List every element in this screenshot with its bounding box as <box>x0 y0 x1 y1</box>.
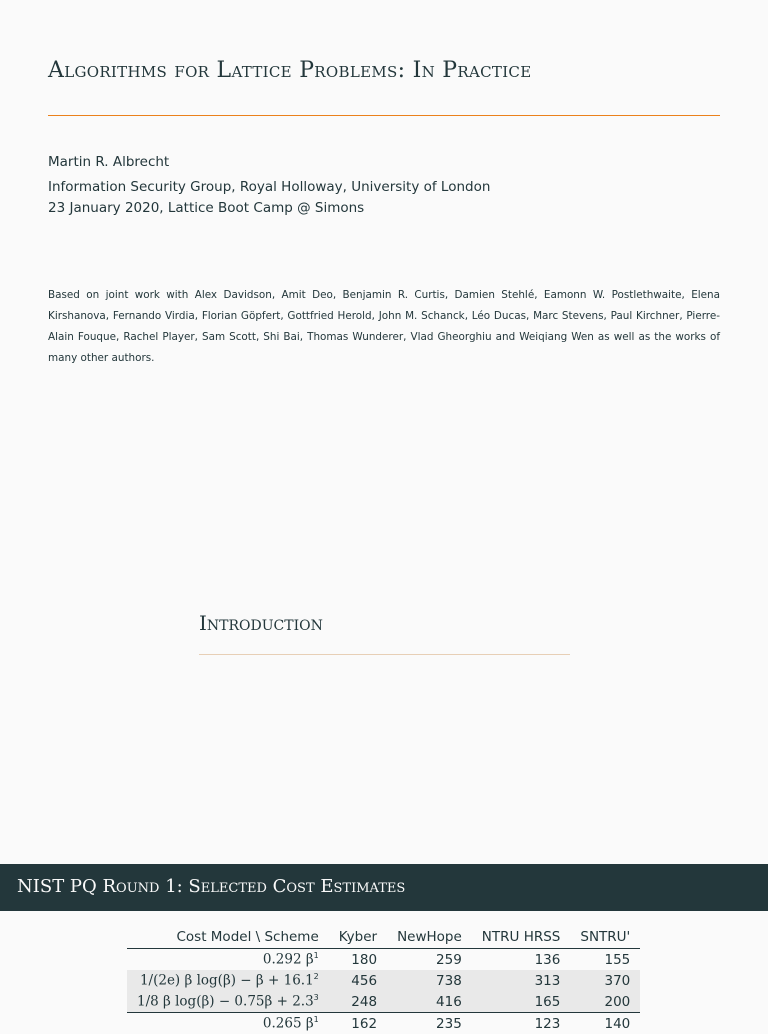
section-title: Introduction <box>199 611 323 635</box>
footnote-marker: 1 <box>314 951 319 960</box>
presentation-title: Algorithms for Lattice Problems: In Practice <box>48 58 531 83</box>
table-row <box>127 1013 640 1034</box>
header-newhope: NewHope <box>387 926 472 949</box>
table-cell: 200 <box>570 991 640 1013</box>
title-divider <box>48 115 720 116</box>
table-cell: 313 <box>472 970 571 991</box>
table-cell: 140 <box>570 1013 640 1034</box>
table-row <box>127 991 640 1013</box>
table-cell: 235 <box>387 1013 472 1034</box>
table-cell: 738 <box>387 970 472 991</box>
cost-model-label: 0.292 β <box>263 952 314 968</box>
table-cell: 155 <box>570 949 640 971</box>
table-row <box>127 949 640 971</box>
header-cost-model: Cost Model \ Scheme <box>127 926 329 949</box>
table-cell: 123 <box>472 1013 571 1034</box>
frame-header <box>0 864 768 911</box>
header-ntru-hrss: NTRU HRSS <box>472 926 571 949</box>
table-cell: 162 <box>329 1013 387 1034</box>
table-header-row <box>127 926 640 949</box>
footnote-marker: 1 <box>314 1015 319 1024</box>
author-institution: Information Security Group, Royal Holloway, University of London <box>48 179 490 195</box>
table-cell: 259 <box>387 949 472 971</box>
table-cell: 248 <box>329 991 387 1013</box>
frame-title: NIST PQ Round 1: Selected Cost Estimates <box>17 876 405 897</box>
table-cell: 136 <box>472 949 571 971</box>
acknowledgement-text: Based on joint work with Alex Davidson, Amit Deo, Benjamin R. Curtis, Damien Stehlé, Eamonn W. Postlethwaite, Elena Kirshanova, Fernando Virdia, Florian Göpfert, Gottfried Herold, John M. Schanck, Léo Ducas, Marc Stevens, Paul Kirchner, Pierre-Alain Fouque, Rachel Player, Sam Scott, Shi Bai, Thomas Wunderer, Vlad Gheorghiu and Weiqiang Wen as well as the works of many other authors. <box>48 285 720 369</box>
table-cell: 370 <box>570 970 640 991</box>
author-name: Martin R. Albrecht <box>48 154 169 170</box>
header-sntru: SNTRU' <box>570 926 640 949</box>
footnote-marker: 3 <box>314 993 319 1002</box>
cost-estimates-table <box>127 926 640 1034</box>
date-event: 23 January 2020, Lattice Boot Camp @ Simons <box>48 200 364 216</box>
cost-model-label: 1/(2e) β log(β) − β + 16.1 <box>140 973 314 989</box>
table-row <box>127 970 640 991</box>
table-cell: 165 <box>472 991 571 1013</box>
cost-model-label: 1/8 β log(β) − 0.75β + 2.3 <box>137 994 314 1010</box>
cost-model-label: 0.265 β <box>263 1016 314 1032</box>
header-kyber: Kyber <box>329 926 387 949</box>
table-cell: 180 <box>329 949 387 971</box>
table-cell: 456 <box>329 970 387 991</box>
section-divider <box>199 654 570 655</box>
footnote-marker: 2 <box>314 972 319 981</box>
table-cell: 416 <box>387 991 472 1013</box>
